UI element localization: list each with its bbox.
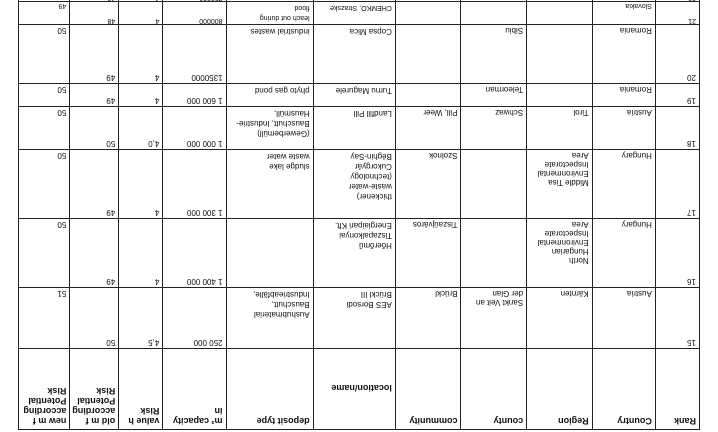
cell-community: Szolnok [395,150,461,219]
cell-community: Brückl [395,288,461,349]
cell-region: Tirol [527,107,593,150]
cell-deposit: (Gewerbemüll) Bauschutt, Industrie- Hausmüll, [226,107,313,150]
cell-region [527,0,593,2]
cell-potential-new: 50 [19,84,70,107]
cell-country: Hungary [592,219,655,288]
cell-potential-old: 50 [70,107,119,150]
cell-country: Austria [592,288,655,349]
cell-capacity: 250 000 [163,288,226,349]
table-row [19,2,700,25]
cell-potential-new: 50 [19,150,70,219]
cell-risk: 4 [119,25,163,84]
header-deposit: deposit type [226,349,313,430]
cell-deposit: sludge lake waste water [226,150,313,219]
cell-country: Romania [592,84,655,107]
cell-region [527,25,593,84]
table-row [19,288,700,349]
cell-location: Hőerőmű Tiszapalkonyai Energiaipari Kft. [313,219,395,288]
cell-deposit: industrial wastes [226,25,313,84]
cell-risk: 4,0 [119,107,163,150]
cell-location: CHEMKO, Strazske [313,2,395,25]
cell-community [395,0,461,2]
cell-county: Sibiu [461,25,527,84]
cell-risk: 4 [119,219,163,288]
cell-region: Middle Tisa Environmental Inspectorate Area [527,150,593,219]
cell-potential-old: 49 [70,150,119,219]
cell-region [527,84,593,107]
cell-rank: 21 [655,2,699,25]
cell-risk: 4 [119,150,163,219]
header-country: Country [592,349,655,430]
header-county: county [461,349,527,430]
cell-risk: 4,5 [119,288,163,349]
cell-risk: 4 [119,84,163,107]
cell-country: Romania [592,25,655,84]
cell-deposit: phyto gas pond [226,84,313,107]
cell-capacity: 1 400 000 [163,219,226,288]
cell-deposit: Aushubmaterial Bauschutt, Industrieabfälle, [226,288,313,349]
cell-country: Hungary [592,150,655,219]
cell-community [395,84,461,107]
cell-capacity [163,0,226,2]
cell-rank: 15 [655,288,699,349]
cell-potential-old: 49 [70,219,119,288]
cell-potential-old: 50 [70,288,119,349]
cell-potential-new: 50 [19,25,70,84]
table-row [19,219,700,288]
header-rank: Rank [655,349,699,430]
cell-region: Kärnten [527,288,593,349]
header-potential-new: new m f according Potential Risk [19,349,70,430]
table-row [19,150,700,219]
cell-county [461,150,527,219]
cell-risk [119,0,163,2]
cell-deposit: leach out during flood [226,2,313,25]
cell-community: Pill, Weer [395,107,461,150]
header-row [19,349,700,430]
cell-county [461,0,527,2]
cell-rank: 16 [655,219,699,288]
cell-country: Austria [592,107,655,150]
header-capacity: m³ capacity in [163,349,226,430]
cell-potential-old [70,0,119,2]
cell-capacity: 1 300 000 [163,150,226,219]
table-row [19,107,700,150]
cell-county: Schwaz [461,107,527,150]
header-potential-old: old m f according Potential Risk [70,349,119,430]
header-region: Region [527,349,593,430]
cell-rank: 19 [655,84,699,107]
cell-county: Teleorman [461,84,527,107]
table-body [19,0,700,349]
cell-potential-old: 49 [70,25,119,84]
cell-location: Landfill Pill [313,107,395,150]
cell-rank: 20 [655,25,699,84]
cell-community: Tiszaújváros [395,219,461,288]
cell-location: thickener) waste-water (technology Cukorgyár Béghin-Say [313,150,395,219]
cell-potential-new: 50 [19,219,70,288]
cell-capacity: 1 600 000 [163,84,226,107]
cell-location: Turnu Magurele [313,84,395,107]
cell-region [527,2,593,25]
cell-rank: 17 [655,150,699,219]
cell-potential-old: 48 [70,2,119,25]
cell-location: Copsa Mica [313,25,395,84]
cell-location: AES Borsodi Brückl III [313,288,395,349]
cell-capacity: 1350000 [163,25,226,84]
cell-deposit [226,219,313,288]
cell-county: Sankt Veit an der Glan [461,288,527,349]
cell-region: North Hungarian Environmental Inspectorate Area [527,219,593,288]
cell-potential-new: 51 [19,288,70,349]
cell-country: Slovakia [592,2,655,25]
cell-county [461,219,527,288]
cell-potential-old: 49 [70,84,119,107]
risk-ranking-table [18,0,700,430]
cell-community [395,2,461,25]
cell-capacity: 1 000 000 [163,107,226,150]
header-location: location/name [313,349,395,430]
cell-potential-new: 50 [19,107,70,150]
header-community: community [395,349,461,430]
cell-rank [655,0,699,2]
table-row [19,25,700,84]
cell-county [461,2,527,25]
cell-rank: 18 [655,107,699,150]
cell-capacity: 800000 [163,2,226,25]
cell-potential-new: 49 [19,2,70,25]
cell-community [395,25,461,84]
table-row [19,84,700,107]
header-risk: value h Risk [119,349,163,430]
cell-risk: 4 [119,2,163,25]
